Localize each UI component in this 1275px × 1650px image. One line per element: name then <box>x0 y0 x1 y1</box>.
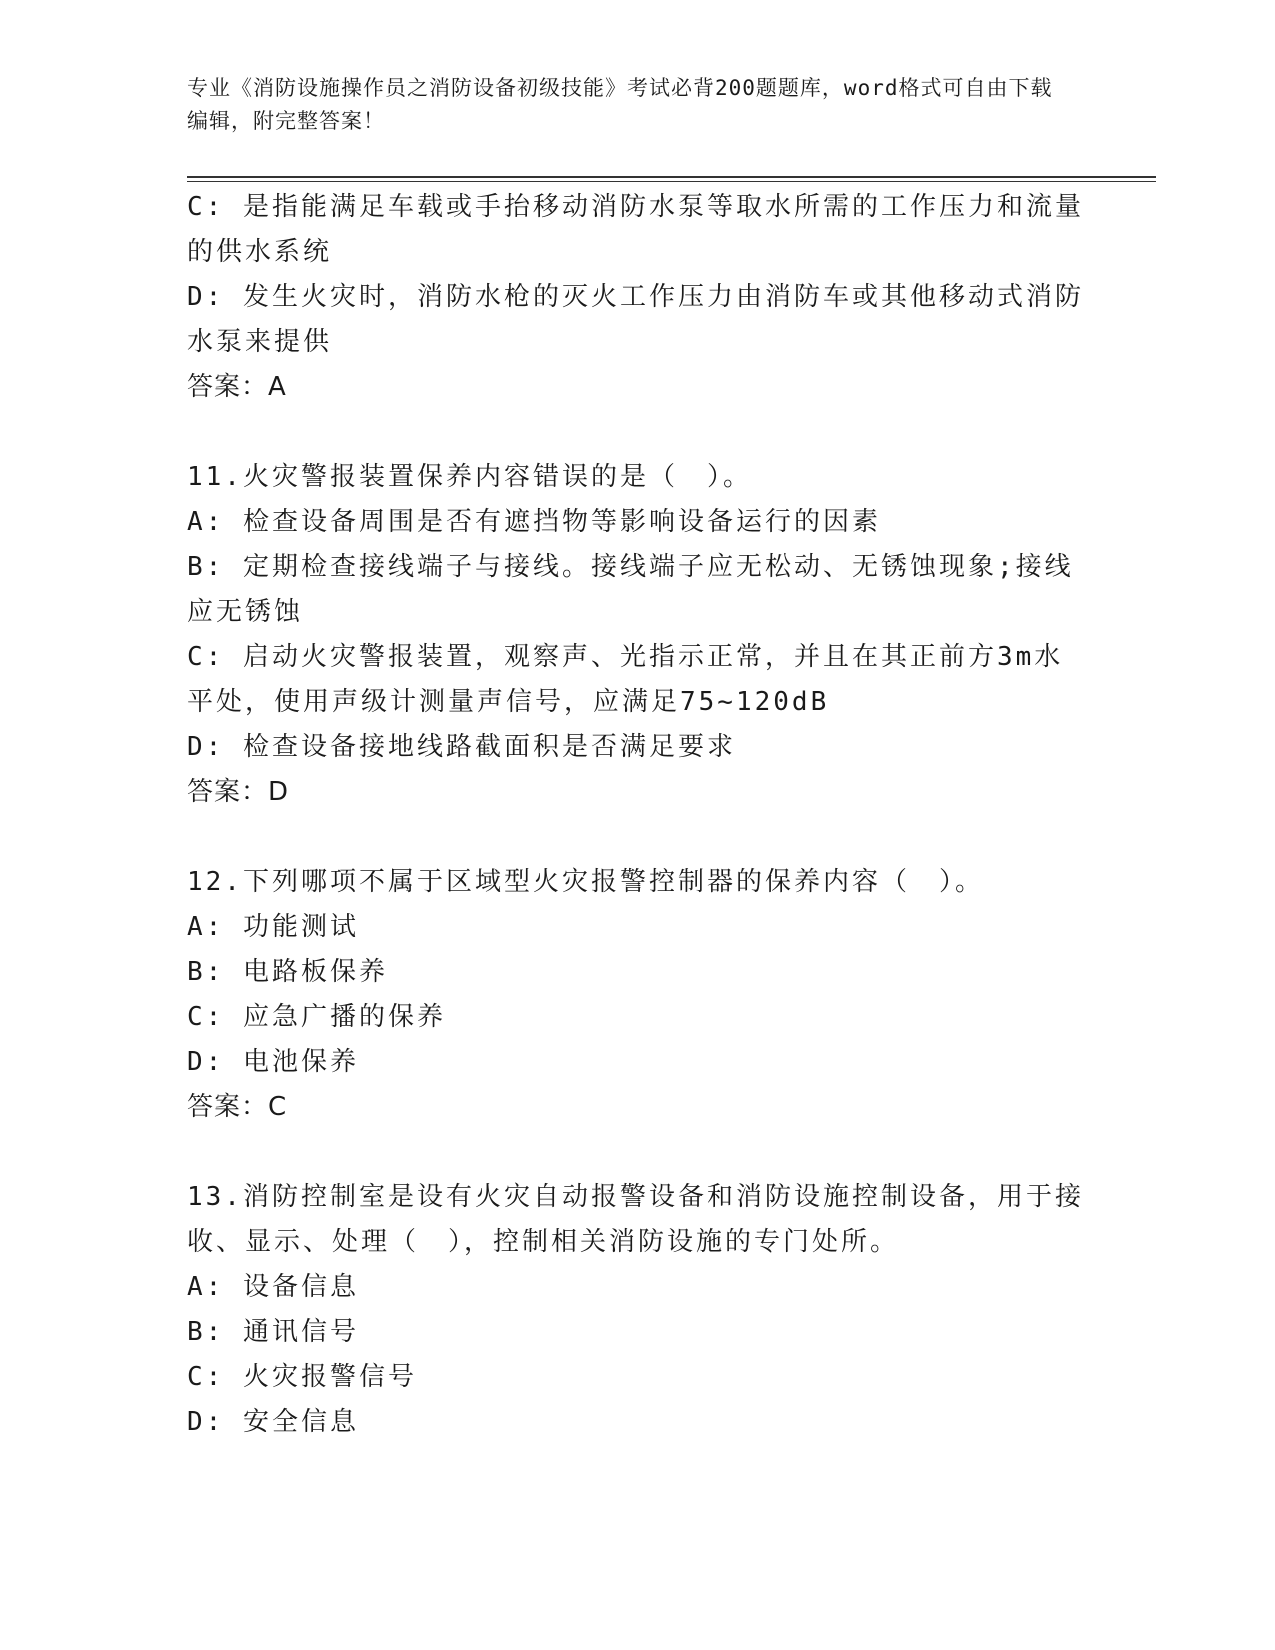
option-d: D: 检查设备接地线路截面积是否满足要求 <box>187 732 736 762</box>
option-b: B: 电路板保养 <box>187 957 388 987</box>
question-stem: 13.消防控制室是设有火灾自动报警设备和消防设施控制设备，用于接收、显示、处理（ ），控制相关消防设施的专门处所。 <box>187 1182 1084 1257</box>
option-a: A: 设备信息 <box>187 1272 359 1302</box>
document-header <box>187 72 1067 138</box>
question-13 <box>187 1175 1087 1445</box>
answer-line: 答案：C <box>187 1092 288 1122</box>
spacer <box>187 410 1087 455</box>
header-divider <box>187 176 1156 178</box>
spacer <box>187 1130 1087 1175</box>
question-11 <box>187 455 1087 815</box>
option-c: C: 是指能满足车载或手抬移动消防水泵等取水所需的工作压力和流量的供水系统 <box>187 192 1084 267</box>
option-d: D: 电池保养 <box>187 1047 359 1077</box>
question-12 <box>187 860 1087 1130</box>
previous-question-continuation <box>187 185 1087 410</box>
answer-line: 答案：D <box>187 777 290 807</box>
option-b: B: 定期检查接线端子与接线。接线端子应无松动、无锈蚀现象;接线应无锈蚀 <box>187 552 1074 627</box>
option-c: C: 火灾报警信号 <box>187 1362 417 1392</box>
option-d: D: 发生火灾时，消防水枪的灭火工作压力由消防车或其他移动式消防水泵来提供 <box>187 282 1084 357</box>
option-d: D: 安全信息 <box>187 1407 359 1437</box>
question-stem: 12.下列哪项不属于区域型火灾报警控制器的保养内容（ ）。 <box>187 867 984 897</box>
option-a: A: 功能测试 <box>187 912 359 942</box>
question-stem: 11.火灾警报装置保养内容错误的是（ ）。 <box>187 462 752 492</box>
option-a: A: 检查设备周围是否有遮挡物等影响设备运行的因素 <box>187 507 881 537</box>
document-body <box>187 185 1087 1445</box>
option-b: B: 通讯信号 <box>187 1317 359 1347</box>
spacer <box>187 815 1087 860</box>
option-c: C: 应急广播的保养 <box>187 1002 446 1032</box>
option-c: C: 启动火灾警报装置，观察声、光指示正常，并且在其正前方3m水平处，使用声级计测量声信号，应满足75~120dB <box>187 642 1064 717</box>
document-title: 专业《消防设施操作员之消防设备初级技能》考试必背200题题库，word格式可自由下载编辑，附完整答案！ <box>187 76 1053 133</box>
answer-line: 答案：A <box>187 372 287 402</box>
